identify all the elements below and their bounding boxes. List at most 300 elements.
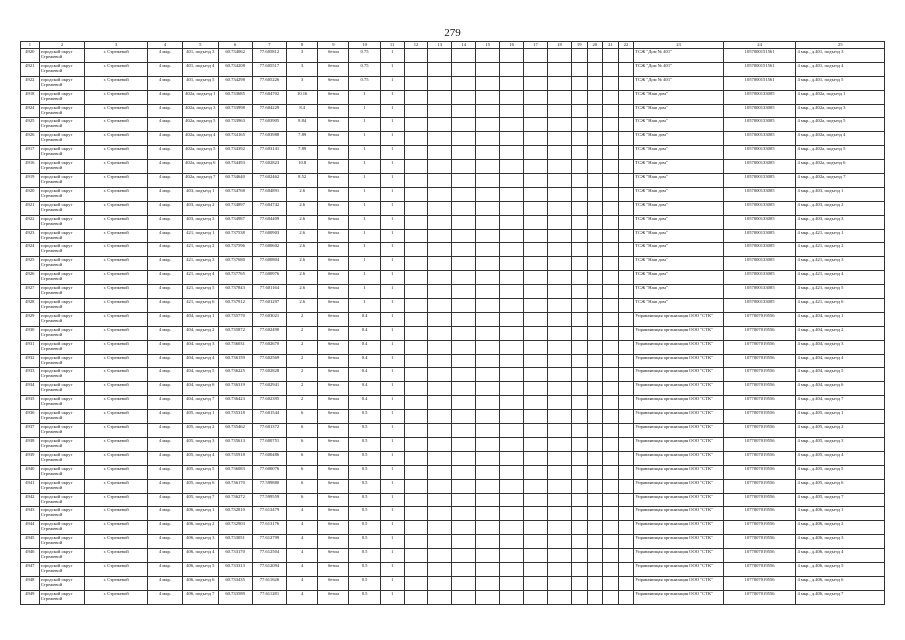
table-cell: 77.600976	[252, 271, 286, 285]
table-cell	[404, 410, 428, 424]
table-cell	[571, 229, 587, 243]
table-cell: 4	[287, 590, 318, 604]
table-cell: 4 мкр., д.404, подъезд 4	[796, 354, 885, 368]
table-cell	[524, 215, 548, 229]
table-cell: ТСЖ "Наш дом"	[634, 243, 723, 257]
table-cell: 4 мкр.	[147, 493, 182, 507]
table-cell	[476, 451, 500, 465]
table-cell	[476, 326, 500, 340]
table-cell: бетон	[318, 160, 349, 174]
table-cell: 60.735872	[218, 326, 252, 340]
table-cell: 4 мкр., д.404, подъезд 7	[796, 396, 885, 410]
table-row	[21, 76, 885, 90]
table-cell: г. Стрежевой	[85, 243, 147, 257]
table-cell	[476, 493, 500, 507]
table-cell	[452, 382, 476, 396]
table-cell	[587, 49, 603, 63]
table-cell: 1	[380, 424, 404, 438]
table-row	[21, 132, 885, 146]
table-cell: 4920	[21, 49, 40, 63]
table-cell: 60.736159	[218, 354, 252, 368]
table-cell	[548, 535, 572, 549]
table-cell	[404, 535, 428, 549]
table-cell: г. Стрежевой	[85, 354, 147, 368]
table-cell	[571, 354, 587, 368]
table-cell: 4 мкр., д.421, подъезд 6	[796, 299, 885, 313]
table-cell: 405, подъезд 1	[183, 410, 218, 424]
table-cell: г. Стрежевой	[85, 132, 147, 146]
table-cell: 3	[287, 62, 318, 76]
table-cell	[524, 590, 548, 604]
table-cell	[452, 160, 476, 174]
column-header: 9	[318, 42, 349, 49]
table-cell: бетон	[318, 424, 349, 438]
table-cell	[524, 535, 548, 549]
table-cell	[548, 479, 572, 493]
table-cell: бетон	[318, 174, 349, 188]
table-row	[21, 160, 885, 174]
table-cell: городской округ Стрежевой	[39, 354, 85, 368]
table-cell: 404, подъезд 6	[183, 382, 218, 396]
table-cell: городской округ Стрежевой	[39, 576, 85, 590]
table-cell	[603, 340, 619, 354]
table-cell	[618, 382, 634, 396]
table-cell: 4 мкр.	[147, 368, 182, 382]
table-cell: 4	[287, 535, 318, 549]
table-cell: 6	[287, 479, 318, 493]
table-cell: ТСЖ "Наш дом"	[634, 285, 723, 299]
table-cell: 77.603905	[252, 118, 286, 132]
table-cell	[618, 62, 634, 76]
table-cell	[452, 187, 476, 201]
table-row	[21, 521, 885, 535]
table-cell	[587, 535, 603, 549]
table-cell: 406, подъезд 3	[183, 535, 218, 549]
table-cell: 4 мкр., д.405, подъезд 7	[796, 493, 885, 507]
table-cell	[548, 451, 572, 465]
table-cell	[618, 396, 634, 410]
table-cell	[476, 507, 500, 521]
table-cell: г. Стрежевой	[85, 215, 147, 229]
table-cell: 77.600804	[252, 257, 286, 271]
table-cell: 1077007019556	[723, 479, 796, 493]
table-cell: г. Стрежевой	[85, 90, 147, 104]
table-cell	[476, 229, 500, 243]
table-row	[21, 174, 885, 188]
table-cell	[571, 174, 587, 188]
table-cell: 1	[349, 243, 380, 257]
table-cell: ТСЖ "Наш дом"	[634, 146, 723, 160]
table-cell: городской округ Стрежевой	[39, 340, 85, 354]
table-row	[21, 576, 885, 590]
table-cell: 1	[380, 451, 404, 465]
table-cell	[548, 146, 572, 160]
table-cell: г. Стрежевой	[85, 49, 147, 63]
registry-table	[20, 41, 885, 605]
table-cell	[452, 340, 476, 354]
table-cell	[428, 49, 452, 63]
table-cell	[452, 174, 476, 188]
table-cell: г. Стрежевой	[85, 549, 147, 563]
table-cell	[476, 465, 500, 479]
table-cell: 1057000151561	[723, 76, 796, 90]
table-cell: ТСЖ "Наш дом"	[634, 90, 723, 104]
table-cell: 1	[380, 160, 404, 174]
table-cell	[571, 562, 587, 576]
table-cell	[524, 507, 548, 521]
table-cell: 1	[349, 299, 380, 313]
table-cell: 1	[380, 132, 404, 146]
table-cell	[476, 118, 500, 132]
table-cell	[603, 215, 619, 229]
table-cell	[603, 104, 619, 118]
table-cell	[587, 62, 603, 76]
table-cell	[571, 368, 587, 382]
table-cell: 77.613176	[252, 521, 286, 535]
table-cell: 4 мкр.	[147, 465, 182, 479]
table-cell	[428, 465, 452, 479]
table-cell	[618, 257, 634, 271]
table-cell: г. Стрежевой	[85, 340, 147, 354]
table-cell	[404, 160, 428, 174]
table-cell	[500, 201, 524, 215]
table-cell: 60.733313	[218, 562, 252, 576]
table-cell: городской округ Стрежевой	[39, 451, 85, 465]
table-cell: 1	[380, 437, 404, 451]
table-cell: 402а, подъезд 4	[183, 132, 218, 146]
column-header: 7	[252, 42, 286, 49]
table-cell	[476, 382, 500, 396]
table-cell: 77.601297	[252, 299, 286, 313]
table-cell: городской округ Стрежевой	[39, 299, 85, 313]
table-cell	[404, 507, 428, 521]
table-cell	[548, 285, 572, 299]
table-cell: Управляющая организация ООО "СТК"	[634, 340, 723, 354]
table-cell	[452, 368, 476, 382]
table-cell: 4 мкр.	[147, 590, 182, 604]
table-cell: бетон	[318, 271, 349, 285]
table-cell: 2	[287, 340, 318, 354]
table-row	[21, 201, 885, 215]
table-cell	[404, 90, 428, 104]
table-cell: 4 мкр., д.404, подъезд 3	[796, 340, 885, 354]
table-cell	[603, 354, 619, 368]
table-cell: 1057000133005	[723, 229, 796, 243]
table-cell: бетон	[318, 493, 349, 507]
table-cell	[452, 271, 476, 285]
table-cell: Управляющая организация ООО "СТК"	[634, 549, 723, 563]
table-cell	[548, 507, 572, 521]
table-cell	[618, 451, 634, 465]
table-cell: 4 мкр.	[147, 326, 182, 340]
table-cell	[548, 132, 572, 146]
table-cell	[618, 90, 634, 104]
table-cell: 0.5	[349, 562, 380, 576]
table-cell	[428, 507, 452, 521]
table-cell	[404, 437, 428, 451]
table-cell: бетон	[318, 576, 349, 590]
table-cell: 60.736225	[218, 368, 252, 382]
table-cell: 77.599559	[252, 493, 286, 507]
table-cell	[548, 396, 572, 410]
column-header: 19	[571, 42, 587, 49]
table-cell: 77.612504	[252, 549, 286, 563]
table-cell: 1	[380, 229, 404, 243]
table-cell	[603, 396, 619, 410]
table-cell	[587, 104, 603, 118]
table-cell	[452, 521, 476, 535]
table-cell: 1057000151561	[723, 62, 796, 76]
table-cell	[603, 271, 619, 285]
table-row	[21, 312, 885, 326]
table-cell	[428, 424, 452, 438]
table-cell: 1	[380, 257, 404, 271]
table-cell: Управляющая организация ООО "СТК"	[634, 354, 723, 368]
table-cell	[548, 424, 572, 438]
table-cell: 60.733170	[218, 549, 252, 563]
table-cell: 4 мкр., д.405, подъезд 6	[796, 479, 885, 493]
table-cell	[603, 49, 619, 63]
table-cell: 0.4	[349, 354, 380, 368]
table-cell: ТСЖ "Наш дом"	[634, 160, 723, 174]
table-cell: 421, подъезд 5	[183, 285, 218, 299]
column-header: 20	[587, 42, 603, 49]
table-cell: Управляющая организация ООО "СТК"	[634, 479, 723, 493]
table-cell	[404, 479, 428, 493]
table-cell: 4 мкр., д.404, подъезд 5	[796, 368, 885, 382]
table-cell: 1	[349, 146, 380, 160]
table-cell: 1	[380, 215, 404, 229]
table-cell: 60.732810	[218, 507, 252, 521]
table-cell: городской округ Стрежевой	[39, 76, 85, 90]
table-cell	[548, 562, 572, 576]
table-cell	[404, 201, 428, 215]
table-cell	[500, 493, 524, 507]
table-cell: 4 мкр., д.421, подъезд 1	[796, 229, 885, 243]
table-cell: городской округ Стрежевой	[39, 493, 85, 507]
table-cell	[428, 368, 452, 382]
table-cell	[500, 507, 524, 521]
table-cell	[587, 118, 603, 132]
table-cell	[428, 451, 452, 465]
table-cell: 1057000133005	[723, 146, 796, 160]
table-cell: г. Стрежевой	[85, 562, 147, 576]
table-cell	[500, 451, 524, 465]
table-cell	[571, 507, 587, 521]
table-cell: 4935	[21, 396, 40, 410]
table-cell: 1	[380, 201, 404, 215]
table-cell: 4926	[21, 271, 40, 285]
table-cell	[548, 465, 572, 479]
table-cell	[524, 479, 548, 493]
table-cell: г. Стрежевой	[85, 368, 147, 382]
table-cell: 4 мкр., д.402а, подъезд 6	[796, 160, 885, 174]
table-cell	[603, 493, 619, 507]
column-header: 17	[524, 42, 548, 49]
table-cell	[524, 229, 548, 243]
table-cell	[618, 493, 634, 507]
table-cell	[500, 229, 524, 243]
table-cell: бетон	[318, 396, 349, 410]
table-cell: Управляющая организация ООО "СТК"	[634, 590, 723, 604]
table-cell: бетон	[318, 215, 349, 229]
table-cell: бетон	[318, 201, 349, 215]
table-cell: 1057000133005	[723, 271, 796, 285]
table-cell: 4 мкр., д.402а, подъезд 7	[796, 174, 885, 188]
table-cell: 77.604229	[252, 104, 286, 118]
table-cell: 2.6	[287, 243, 318, 257]
table-cell: 0.5	[349, 465, 380, 479]
table-cell	[404, 271, 428, 285]
table-cell	[428, 271, 452, 285]
table-cell: г. Стрежевой	[85, 535, 147, 549]
table-cell	[500, 299, 524, 313]
table-cell: 4	[287, 562, 318, 576]
table-cell	[603, 90, 619, 104]
table-cell	[500, 535, 524, 549]
table-cell: 77.611281	[252, 590, 286, 604]
table-cell: 1	[380, 243, 404, 257]
table-cell: бетон	[318, 299, 349, 313]
table-cell: 4 мкр.	[147, 243, 182, 257]
table-cell: 1	[380, 465, 404, 479]
table-cell: 1	[380, 49, 404, 63]
table-cell	[452, 215, 476, 229]
table-cell	[524, 90, 548, 104]
table-cell	[404, 76, 428, 90]
table-cell	[618, 368, 634, 382]
table-cell	[428, 90, 452, 104]
table-cell: 4942	[21, 493, 40, 507]
table-cell	[603, 562, 619, 576]
table-cell: бетон	[318, 118, 349, 132]
table-cell	[524, 326, 548, 340]
table-cell	[587, 257, 603, 271]
table-cell	[404, 451, 428, 465]
table-cell	[571, 49, 587, 63]
table-cell: г. Стрежевой	[85, 493, 147, 507]
table-cell: 1077007019556	[723, 576, 796, 590]
table-cell: 2	[287, 354, 318, 368]
table-cell: 4926	[21, 132, 40, 146]
table-cell	[404, 521, 428, 535]
table-cell: 4 мкр.	[147, 187, 182, 201]
table-cell	[428, 437, 452, 451]
table-cell: 402а, подъезд 5	[183, 146, 218, 160]
table-cell	[618, 562, 634, 576]
table-cell: 77.612799	[252, 535, 286, 549]
column-header: 1	[21, 42, 40, 49]
table-cell: бетон	[318, 354, 349, 368]
table-cell: городской округ Стрежевой	[39, 90, 85, 104]
table-cell	[404, 562, 428, 576]
table-cell	[476, 396, 500, 410]
table-cell	[618, 299, 634, 313]
table-cell: 1077007019556	[723, 340, 796, 354]
table-cell: 421, подъезд 3	[183, 257, 218, 271]
table-cell: г. Стрежевой	[85, 326, 147, 340]
table-cell: 1	[380, 271, 404, 285]
table-cell	[618, 576, 634, 590]
table-cell	[587, 465, 603, 479]
table-cell: 77.601372	[252, 424, 286, 438]
table-cell: 1	[380, 285, 404, 299]
table-cell	[500, 271, 524, 285]
table-row	[21, 215, 885, 229]
table-cell	[603, 257, 619, 271]
table-cell: 3	[287, 76, 318, 90]
table-cell: 60.734208	[218, 62, 252, 76]
table-cell	[587, 549, 603, 563]
table-cell: 60.733998	[218, 104, 252, 118]
table-cell: 4933	[21, 368, 40, 382]
table-cell: 60.734640	[218, 174, 252, 188]
table-cell	[618, 521, 634, 535]
table-cell	[587, 76, 603, 90]
table-cell: 4 мкр.	[147, 201, 182, 215]
table-cell	[452, 326, 476, 340]
table-cell	[404, 49, 428, 63]
table-cell	[476, 535, 500, 549]
table-cell	[618, 118, 634, 132]
table-cell	[548, 271, 572, 285]
table-cell	[548, 174, 572, 188]
table-cell: 4 мкр., д.406, подъезд 3	[796, 535, 885, 549]
table-cell	[476, 576, 500, 590]
table-cell: 1057000133005	[723, 285, 796, 299]
table-cell: 77.604409	[252, 215, 286, 229]
table-cell: 4 мкр.	[147, 104, 182, 118]
table-cell	[603, 535, 619, 549]
column-header: 13	[428, 42, 452, 49]
table-cell	[548, 354, 572, 368]
table-cell	[404, 243, 428, 257]
table-cell: бетон	[318, 326, 349, 340]
table-cell	[476, 368, 500, 382]
table-cell: бетон	[318, 146, 349, 160]
table-cell: 4 мкр.	[147, 62, 182, 76]
table-cell	[428, 396, 452, 410]
table-cell	[618, 215, 634, 229]
table-cell	[524, 187, 548, 201]
table-cell	[428, 590, 452, 604]
table-cell: 77.603988	[252, 132, 286, 146]
table-cell: ТСЖ "Наш дом"	[634, 201, 723, 215]
table-cell	[500, 146, 524, 160]
table-cell: 60.733685	[218, 90, 252, 104]
table-cell: ТСЖ "Наш дом"	[634, 271, 723, 285]
table-cell: 1	[380, 382, 404, 396]
table-cell: г. Стрежевой	[85, 451, 147, 465]
table-cell: Управляющая организация ООО "СТК"	[634, 562, 723, 576]
table-cell: бетон	[318, 549, 349, 563]
table-cell	[404, 382, 428, 396]
table-cell: 1	[380, 76, 404, 90]
table-cell: 77.613479	[252, 507, 286, 521]
table-row	[21, 493, 885, 507]
table-cell: 1	[380, 118, 404, 132]
table-cell: Управляющая организация ООО "СТК"	[634, 576, 723, 590]
table-cell: 1	[349, 104, 380, 118]
table-cell	[603, 424, 619, 438]
table-cell	[524, 493, 548, 507]
table-cell: 77.600076	[252, 465, 286, 479]
table-cell: бетон	[318, 104, 349, 118]
table-cell	[428, 521, 452, 535]
table-cell: 4946	[21, 549, 40, 563]
table-cell: 77.605517	[252, 62, 286, 76]
column-header: 22	[618, 42, 634, 49]
